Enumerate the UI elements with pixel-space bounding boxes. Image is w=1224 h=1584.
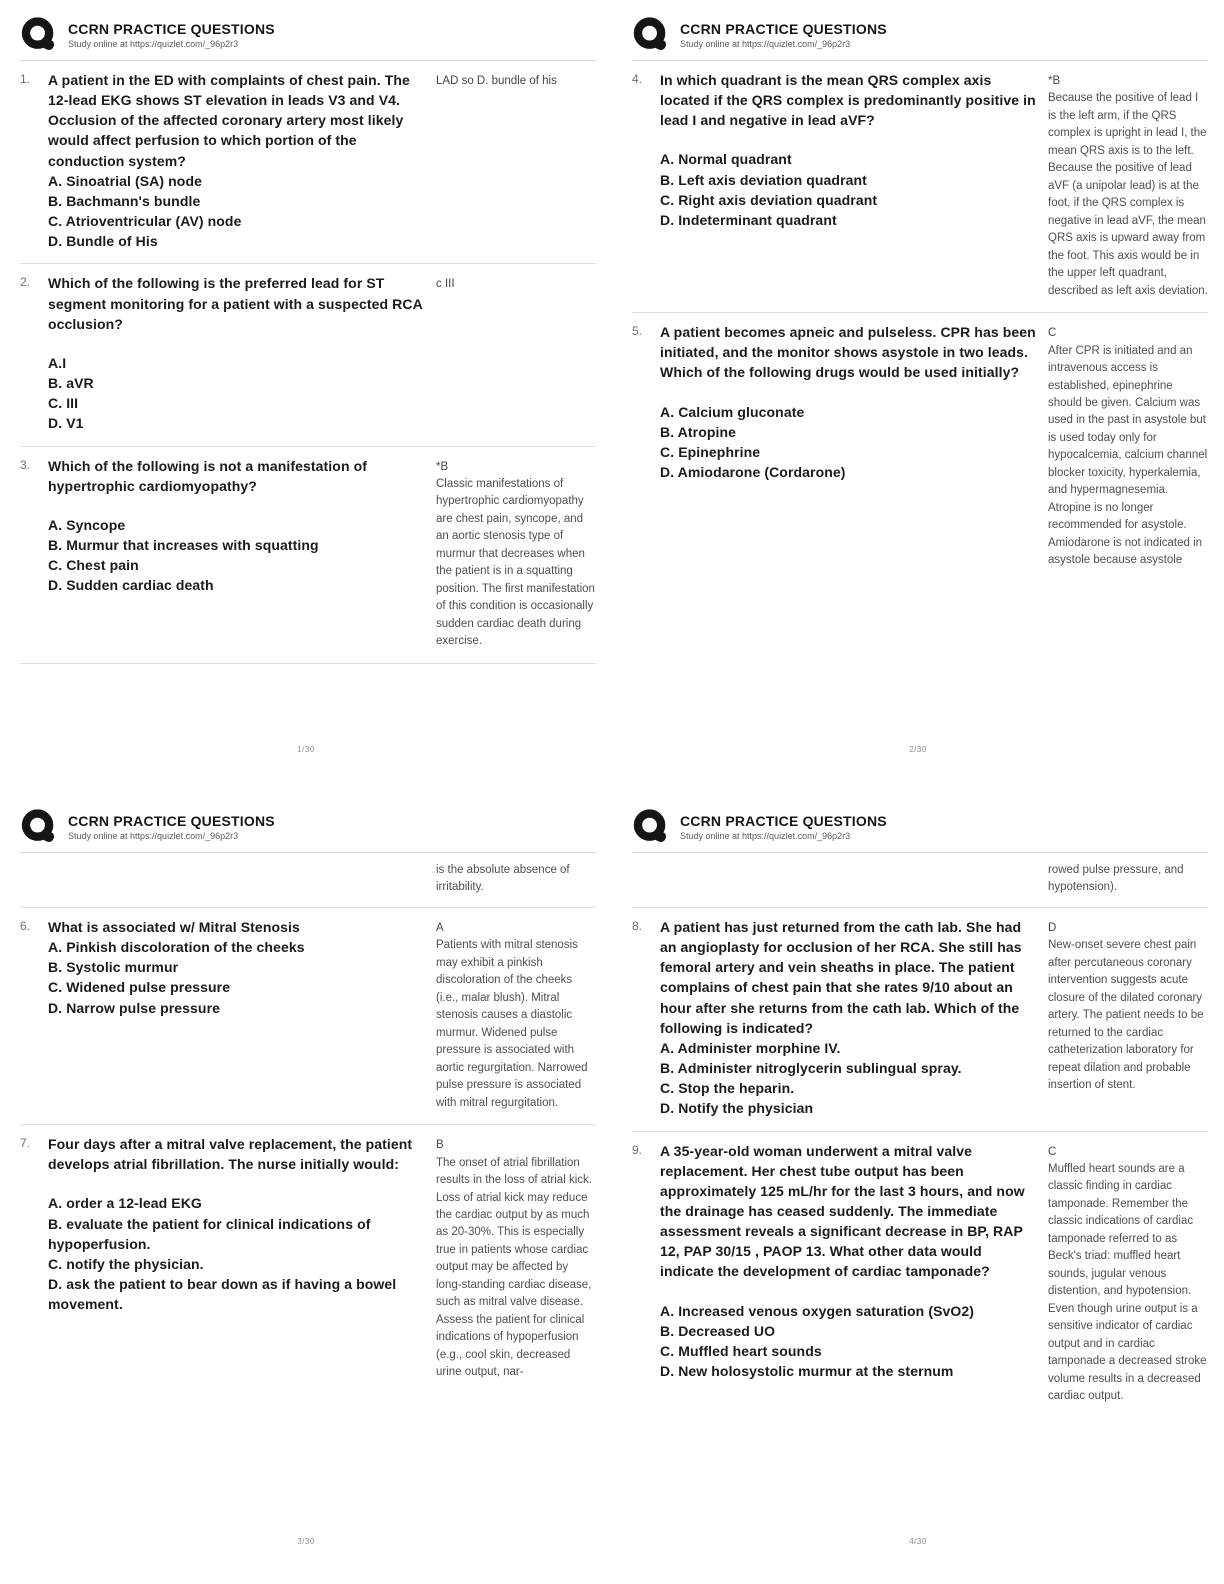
page-footer: 1/30: [297, 745, 315, 754]
answer-text: B: [436, 1139, 444, 1152]
options-list: [660, 149, 1038, 230]
page-1: [0, 0, 612, 792]
option-b: B. Atropine: [660, 423, 737, 440]
option-c: C. Muffled heart sounds: [660, 1342, 822, 1359]
option-d: D. ask the patient to bear down as if having a bowel movement.: [48, 1276, 397, 1313]
answer-explanation: After CPR is initiated and an intravenous access is established, epinephrine should be given. Calcium was used in the past in asystole but is used today only for hypocalcemia, calcium channel blocker toxicity, hyperkalemia, and hypermagnesemia. Atropine is no longer recommended for asystole. Amiodarone is not indicated in asystole because asystole: [1048, 344, 1208, 567]
option-b: B. Decreased UO: [660, 1322, 776, 1339]
answer-text: c III: [436, 278, 455, 291]
question-block-9: [632, 1132, 1208, 1418]
option-b: B. Left axis deviation quadrant: [660, 171, 867, 188]
page-footer: 4/30: [909, 1537, 927, 1546]
question-text: A patient in the ED with complaints of chest pain. The 12-lead EKG shows ST elevation in leads V3 and V4. Occlusion of the affected coronary artery most likely would affect perfusion to which portion of the conduction system?: [48, 72, 410, 169]
options-list: [660, 1301, 1038, 1382]
answer-text: *B: [436, 460, 449, 473]
answer-text: C: [1048, 327, 1057, 340]
page-subtitle: Study online at https://quizlet.com/_96p2r3: [680, 830, 851, 841]
answer-column: [436, 70, 596, 251]
option-c: C. Atrioventricular (AV) node: [48, 213, 242, 230]
question-number: 2.: [20, 275, 31, 290]
page-3: [0, 792, 612, 1584]
option-a: A. Pinkish discoloration of the cheeks: [48, 939, 305, 956]
option-d: D. Amiodarone (Cordarone): [660, 464, 846, 481]
option-a: A. Sinoatrial (SA) node: [48, 172, 202, 189]
question-block-7: [20, 1125, 596, 1394]
quizlet-q-icon: [20, 808, 57, 845]
page-2: [612, 0, 1224, 792]
option-d: D. Bundle of His: [48, 233, 158, 250]
question-block-8: [632, 908, 1208, 1132]
page-footer: 2/30: [909, 745, 927, 754]
option-a: A. Calcium gluconate: [660, 403, 805, 420]
question-number: 1.: [20, 72, 31, 86]
page-subtitle: Study online at https://quizlet.com/_96p2r3: [68, 38, 239, 49]
answer-text: A: [436, 921, 444, 934]
question-number: 3.: [20, 457, 31, 472]
option-a: A. Syncope: [48, 516, 126, 533]
option-c: C. III: [48, 395, 79, 412]
question-block-3: [20, 447, 596, 664]
answer-text: C: [1048, 1145, 1057, 1158]
answer-column: [436, 859, 596, 897]
question-number: 5.: [632, 324, 643, 339]
answer-column: [1048, 917, 1208, 1119]
option-c: C. Widened pulse pressure: [48, 979, 231, 996]
page-title: CCRN PRACTICE QUESTIONS: [680, 20, 887, 37]
answer-column: [1048, 1141, 1208, 1406]
option-d: D. Narrow pulse pressure: [48, 999, 221, 1016]
question-block-1: [20, 61, 596, 264]
answer-explanation: Patients with mitral stenosis may exhibit a pinkish discoloration of the cheeks (i.e., malar blush). Mitral stenosis causes a diastolic murmur. Widened pulse pressure is associated with aortic regurgitation. Narrowed pulse pressure is associated with mitral regurgitation.: [436, 939, 588, 1109]
answer-text: *B: [1048, 75, 1061, 87]
answer-column: [1048, 859, 1208, 897]
page-header: [20, 806, 596, 853]
options-list: [660, 1038, 1038, 1119]
question-block-6: [20, 908, 596, 1125]
option-b: B. Bachmann's bundle: [48, 192, 201, 209]
option-b: B. aVR: [48, 375, 94, 392]
option-d: D. Notify the physician: [660, 1100, 814, 1117]
option-d: D. Sudden cardiac death: [48, 577, 214, 594]
page-header: [632, 14, 1208, 61]
option-c: C. Chest pain: [48, 557, 139, 574]
page-4: [612, 792, 1224, 1584]
option-d: D. V1: [48, 415, 84, 432]
page-footer: 3/30: [297, 1537, 315, 1546]
option-c: C. Right axis deviation quadrant: [660, 191, 878, 208]
quizlet-q-icon: [20, 16, 57, 53]
answer-explanation: Classic manifestations of hypertrophic cardiomyopathy are chest pain, syncope, and an aortic stenosis type of murmur that decreases when the patient is in a squatting position. The first manifestation of this condition is occasionally sudden cardiac death during exercise.: [436, 477, 595, 648]
question-number: 6.: [20, 918, 31, 933]
question-number: 9.: [632, 1142, 643, 1157]
option-b: B. Systolic murmur: [48, 959, 179, 976]
continuation-text: rowed pulse pressure, and hypotension).: [1048, 864, 1184, 894]
option-c: C. Stop the heparin.: [660, 1080, 795, 1097]
question-number: 8.: [632, 918, 643, 933]
page-header: [632, 806, 1208, 853]
page-title: CCRN PRACTICE QUESTIONS: [680, 812, 887, 829]
answer-explanation: Because the positive of lead I is the left arm, if the QRS complex is upright in lead I, the mean QRS axis is to the left. Because the positive of lead aVF (a unipolar lead) is at the foot, if the QRS complex is negative in lead aVF, the mean QRS axis is upward away from the foot. This axis would be in the upper left quadrant, described as left axis deviation.: [1048, 92, 1208, 297]
question-text: A 35-year-old woman underwent a mitral valve replacement. Her chest tube output has been approximately 125 mL/hr for the last 3 hours, and now the drainage has ceased suddenly. The immediate assessment reveals a significant decrease in BP, RAP 12, PAP 30/15 , PAOP 13. What other data would indicate the development of cardiac tamponade?: [660, 1142, 1025, 1280]
option-a: A. Administer morphine IV.: [660, 1039, 841, 1056]
answer-column: [436, 1134, 596, 1382]
explanation-continuation: [632, 853, 1208, 908]
options-list: [48, 937, 426, 1018]
option-a: A. Normal quadrant: [660, 151, 792, 168]
question-text: Which of the following is the preferred lead for ST segment monitoring for a patient with a suspected RCA occlusion?: [48, 275, 423, 332]
option-d: D. Indeterminant quadrant: [660, 211, 837, 228]
answer-column: [436, 456, 596, 651]
question-text: A patient has just returned from the cath lab. She had an angioplasty for occlusion of her RCA. She still has femoral artery and vein sheaths in place. The patient complains of chest pain that she rates 9/10 about an hour after she returns from the cath lab. Which of the following is indicated?: [660, 918, 1022, 1036]
answer-column: [1048, 70, 1208, 300]
option-a: A.I: [48, 354, 67, 371]
options-list: [48, 353, 426, 434]
question-text: Four days after a mitral valve replacement, the patient develops atrial fibrillation. The nurse initially would:: [48, 1136, 413, 1173]
options-list: [48, 515, 426, 596]
continuation-text: is the absolute absence of irritability.: [436, 864, 570, 894]
question-text: What is associated w/ Mitral Stenosis: [48, 918, 300, 935]
option-b: B. Murmur that increases with squatting: [48, 536, 319, 553]
quizlet-q-icon: [632, 16, 669, 53]
question-block-4: [632, 61, 1208, 313]
page-subtitle: Study online at https://quizlet.com/_96p2r3: [68, 830, 239, 841]
question-number: 7.: [20, 1136, 31, 1151]
options-list: [48, 171, 426, 252]
answer-text: D: [1048, 921, 1057, 934]
question-text: In which quadrant is the mean QRS complex axis located if the QRS complex is predominantly positive in lead I and negative in lead aVF?: [660, 72, 1036, 129]
page-title: CCRN PRACTICE QUESTIONS: [68, 20, 275, 37]
answer-explanation: The onset of atrial fibrillation results in the loss of atrial kick. Loss of atrial kick may reduce the cardiac output by as much as 20-30%. This is especially true in patients whose cardiac output may be affected by long-standing cardiac disease, such as mitral valve disease. Assess the patient for clinical indications of hypoperfusion (e.g., cool skin, decreased urine output, nar-: [436, 1156, 592, 1379]
option-c: C. Epinephrine: [660, 443, 761, 460]
answer-explanation: New-onset severe chest pain after percutaneous coronary intervention suggests acute closure of the dilated coronary artery. The patient needs to be returned to the cardiac catheterization laboratory for repeat dilation and probable insertion of stent.: [1048, 939, 1204, 1092]
explanation-continuation: [20, 853, 596, 908]
option-a: A. Increased venous oxygen saturation (SvO2): [660, 1302, 975, 1319]
option-b: B. Administer nitroglycerin sublingual spray.: [660, 1060, 962, 1077]
page-title: CCRN PRACTICE QUESTIONS: [68, 812, 275, 829]
question-block-2: [20, 264, 596, 446]
option-d: D. New holosystolic murmur at the sternum: [660, 1363, 954, 1380]
page-header: [20, 14, 596, 61]
option-b: B. evaluate the patient for clinical indications of hypoperfusion.: [48, 1215, 371, 1252]
answer-explanation: Muffled heart sounds are a classic finding in cardiac tamponade. Remember the classic indications of cardiac tamponade referred to as Beck's triad: muffled heart sounds, jugular venous distention, and hypotension. Even though urine output is a sensitive indicator of cardiac output and in cardiac tamponade a decreased stroke volume results in a decreased cardiac output.: [1048, 1162, 1207, 1403]
answer-column: [436, 273, 596, 433]
page-subtitle: Study online at https://quizlet.com/_96p2r3: [680, 38, 851, 49]
question-text: Which of the following is not a manifestation of hypertrophic cardiomyopathy?: [48, 457, 368, 494]
answer-column: [1048, 322, 1208, 570]
question-number: 4.: [632, 72, 643, 86]
question-block-5: [632, 313, 1208, 582]
options-list: [660, 402, 1038, 483]
quizlet-q-icon: [632, 808, 669, 845]
question-text: A patient becomes apneic and pulseless. CPR has been initiated, and the monitor shows asystole in two leads. Which of the following drugs would be used initially?: [660, 324, 1036, 381]
options-list: [48, 1193, 426, 1314]
option-c: C. notify the physician.: [48, 1255, 204, 1272]
option-a: A. order a 12-lead EKG: [48, 1195, 202, 1212]
answer-column: [436, 917, 596, 1112]
answer-text: LAD so D. bundle of his: [436, 75, 557, 87]
